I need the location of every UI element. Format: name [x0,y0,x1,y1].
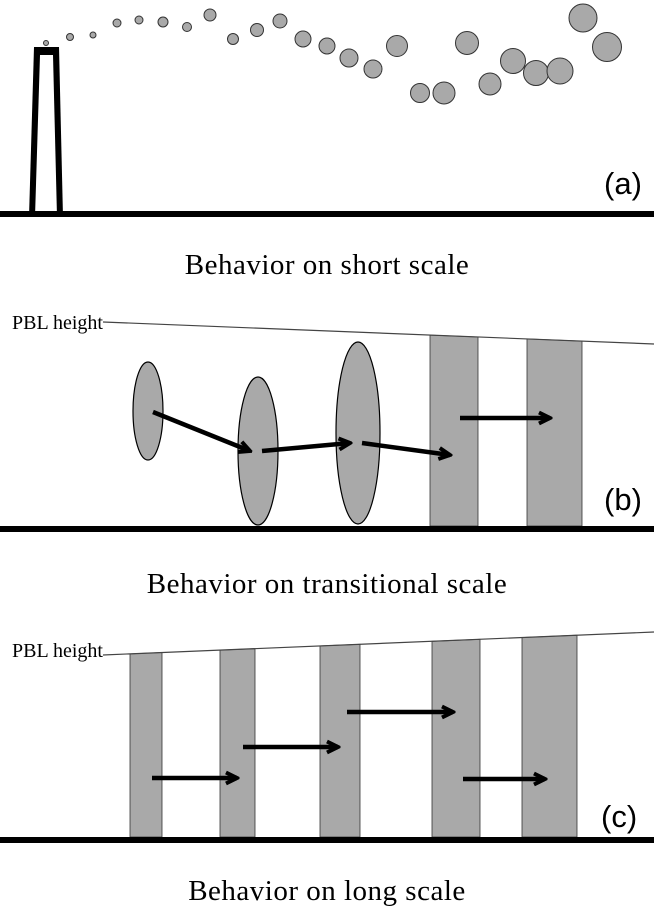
plume-column-c [220,649,255,837]
smoke-puff [135,16,143,24]
smoke-puff [547,58,573,84]
smoke-puff [228,34,239,45]
smoke-puff [479,73,501,95]
plume-column-b [527,339,582,526]
panel-c-label: (c) [601,799,638,834]
panel-b-label: (b) [604,482,642,517]
smoke-puff [295,31,311,47]
panel-a-smokestack-puffs [0,4,654,217]
pbl-height-label-b: PBL height [12,312,103,334]
smoke-puff [364,60,382,78]
smoke-puff [433,82,455,104]
smoke-puff [113,19,121,27]
smoke-puff [387,36,408,57]
plume-ellipse-b [133,362,163,460]
smoke-puff [158,17,168,27]
smoke-puff [183,23,192,32]
smoke-puff [319,38,335,54]
panel-b-short-scale [0,322,654,529]
smoke-puff [251,24,264,37]
panel-a-label: (a) [604,166,642,201]
caption-short-scale: Behavior on short scale [184,249,470,281]
smoke-puff [67,34,74,41]
smoke-puff [569,4,597,32]
pbl-height-label-c: PBL height [12,640,103,662]
smoke-puff [204,9,216,21]
smoke-puff [456,32,479,55]
caption-transitional-scale: Behavior on transitional scale [146,568,508,600]
plume-column-c [432,639,480,837]
smoke-puff [593,33,622,62]
smoke-puff [340,49,358,67]
panel-c-transitional-scale [0,632,654,840]
transport-arrow-b [153,412,250,451]
smoke-puff [44,41,49,46]
smoke-puff [411,84,430,103]
caption-long-scale: Behavior on long scale [188,875,466,907]
pbl-height-line-b [103,322,654,344]
smoke-puff [273,14,287,28]
smoke-puff [90,32,96,38]
plume-column-c [320,644,360,837]
smoke-puff [501,49,526,74]
plume-column-c [522,635,577,837]
plume-column-c [130,653,162,838]
plume-column-b [430,335,478,526]
smoke-puff [524,61,549,86]
plume-ellipse-b [336,342,380,524]
